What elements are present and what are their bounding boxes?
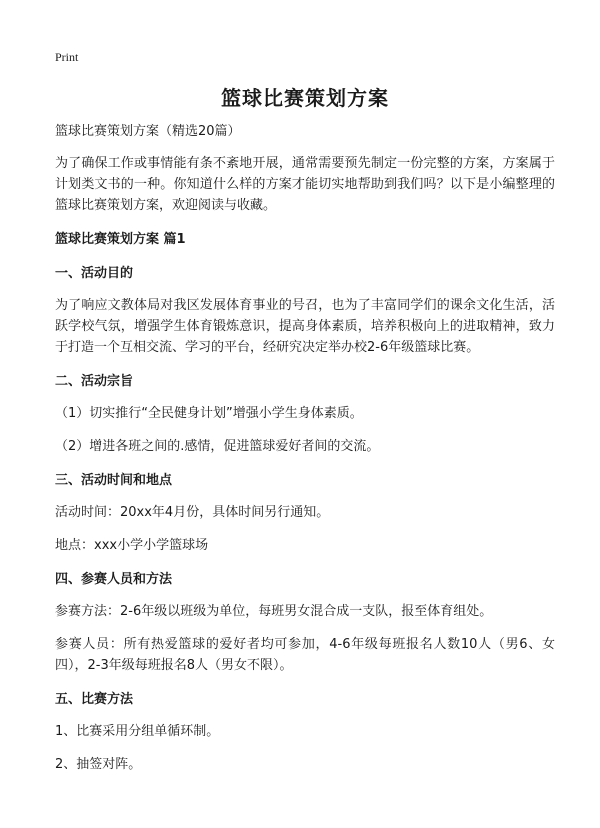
heading-competition-method: 五、比赛方法: [55, 692, 134, 707]
participation-method: 参赛方法：2-6年级以班级为单位，每班男女混合成一支队，报至体育组处。: [55, 604, 493, 619]
event-time: 活动时间：20xx年4月份，具体时间另行通知。: [55, 505, 330, 520]
heading-aim: 二、活动宗旨: [55, 374, 134, 389]
heading-purpose: 一、活动目的: [55, 266, 134, 281]
intro-paragraph: 为了确保工作或事情能有条不紊地开展，通常需要预先制定一份完整的方案，方案属于计划类文书的一种。你知道什么样的方案才能切实地帮助到我们吗？以下是小编整理的篮球比赛策划方案，欢迎阅读与收藏。: [55, 156, 555, 213]
purpose-paragraph: 为了响应文教体局对我区发展体育事业的号召，也为了丰富同学们的课余文化生活，活跃学校气氛，增强学生体育锻炼意识，提高身体素质，培养积极向上的进取精神，致力于打造一个互相交流、学习的平台，经研究决定举办校2-6年级篮球比赛。: [55, 298, 555, 355]
heading-time-place: 三、活动时间和地点: [55, 473, 173, 488]
event-place: 地点：xxx小学小学篮球场: [55, 538, 209, 553]
competition-item-1: 1、比赛采用分组单循环制。: [55, 724, 220, 739]
print-link[interactable]: Print: [55, 50, 79, 64]
document-page: [55, 46, 555, 775]
aim-item-2: （2）增进各班之间的.感情，促进篮球爱好者间的交流。: [55, 439, 380, 454]
aim-item-1: （1）切实推行“全民健身计划”增强小学生身体素质。: [55, 406, 363, 421]
participants-info: 参赛人员：所有热爱篮球的爱好者均可参加，4-6年级每班报名人数10人（男6、女四），2-3年级每班报名8人（男女不限）。: [55, 637, 555, 673]
heading-participants: 四、参赛人员和方法: [55, 572, 173, 587]
section-title: 篮球比赛策划方案 篇1: [55, 232, 186, 247]
competition-item-2: 2、抽签对阵。: [55, 757, 142, 772]
page-title: 篮球比赛策划方案: [221, 86, 389, 110]
document-subtitle: 篮球比赛策划方案（精选20篇）: [55, 124, 241, 139]
